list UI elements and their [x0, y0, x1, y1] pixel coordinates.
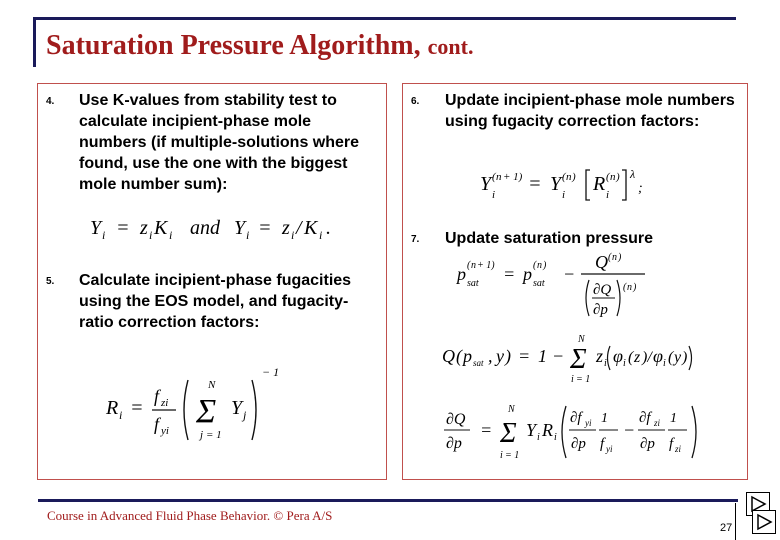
svg-text:= 1: = 1 — [505, 450, 520, 461]
svg-text:1: 1 — [670, 411, 677, 426]
svg-text:i: i — [246, 228, 250, 242]
svg-text:i: i — [604, 358, 607, 369]
svg-text:i: i — [663, 358, 666, 369]
svg-text:+ 1): + 1) — [503, 171, 523, 183]
svg-text:−: − — [623, 420, 636, 440]
item-5-text: Calculate incipient-phase fugacities using the EOS model, and fugacity-ratio correction factors: — [79, 272, 352, 331]
item-7-number: 7. — [411, 234, 420, 245]
item-7-equation-q — [440, 330, 710, 386]
svg-text:(: ( — [608, 252, 612, 263]
svg-text:n: n — [496, 171, 502, 183]
svg-text:Q: Q — [595, 252, 608, 272]
svg-text:K: K — [304, 217, 318, 239]
svg-text:− 1: − 1 — [262, 365, 280, 379]
svg-text:(: ( — [628, 349, 634, 366]
svg-text:sat: sat — [467, 278, 479, 289]
svg-text:i: i — [319, 228, 323, 242]
svg-text:Σ: Σ — [570, 344, 587, 375]
svg-text:(: ( — [668, 349, 674, 366]
svg-text:Y: Y — [234, 217, 246, 239]
svg-text:λ: λ — [630, 167, 636, 181]
svg-text:zi: zi — [654, 418, 661, 428]
svg-text:φ: φ — [653, 346, 663, 366]
svg-text:zi: zi — [675, 444, 682, 454]
footer-divider — [38, 499, 738, 502]
svg-text:): ) — [572, 171, 576, 183]
svg-text:N: N — [208, 379, 216, 391]
svg-text:φ: φ — [613, 346, 623, 366]
svg-text:z: z — [140, 217, 148, 239]
svg-text:i: i — [492, 189, 496, 201]
item-4-equation — [88, 208, 348, 248]
svg-text:R: R — [106, 397, 119, 419]
svg-text:i: i — [119, 408, 123, 422]
svg-text:1: 1 — [538, 346, 547, 366]
svg-text:R: R — [593, 173, 606, 195]
svg-text:(: ( — [562, 171, 566, 183]
svg-text:n: n — [627, 282, 632, 293]
svg-text:): ) — [505, 346, 511, 366]
item-5-equation — [104, 362, 304, 452]
title-frame-left — [33, 17, 36, 67]
svg-text:;: ; — [638, 181, 643, 196]
svg-text:): ) — [618, 252, 622, 263]
item-4-number: 4. — [46, 96, 55, 107]
svg-text:Y: Y — [550, 173, 562, 195]
svg-text:j: j — [200, 429, 204, 441]
svg-text:−: − — [563, 264, 576, 284]
svg-text:∂f: ∂f — [639, 410, 651, 426]
svg-text:∂Q: ∂Q — [593, 282, 612, 298]
svg-text:= 1: = 1 — [576, 374, 591, 385]
svg-text:z: z — [634, 349, 641, 366]
item-7-equation-dqdp — [440, 398, 720, 464]
item-4-text: Use K-values from stability test to calculate incipient-phase mole numbers (if multiple-solutions where found, use the one with the biggest mole number sum): — [79, 92, 360, 193]
svg-text:): ) — [633, 282, 637, 293]
svg-text:sat: sat — [533, 278, 545, 289]
svg-text:f: f — [600, 436, 605, 452]
svg-text:(: ( — [606, 171, 610, 183]
svg-text:=: = — [528, 173, 542, 195]
item-7-text: Update saturation pressure — [445, 230, 654, 247]
svg-text:=: = — [480, 420, 493, 440]
svg-text:): ) — [682, 349, 688, 366]
footer-vertical-rule — [735, 503, 736, 540]
svg-text:Y: Y — [480, 173, 492, 195]
svg-text:p: p — [457, 264, 466, 284]
footer-text: Course in Advanced Fluid Phase Behavior. © Pera A/S — [47, 508, 333, 523]
svg-text:=: = — [116, 217, 130, 239]
title-main: Saturation Pressure Algorithm, — [46, 30, 421, 61]
svg-text:f: f — [154, 386, 160, 406]
svg-text:=: = — [258, 217, 272, 239]
play-arrow-icon — [755, 513, 773, 531]
slide-title — [46, 30, 473, 62]
svg-text:/: / — [296, 217, 302, 239]
svg-text:(: ( — [533, 260, 537, 271]
svg-text:+ 1): + 1) — [477, 260, 495, 271]
item-7-equation-psat — [455, 250, 655, 322]
svg-text:n: n — [612, 252, 617, 263]
svg-text:yi: yi — [161, 425, 169, 437]
svg-text:−: − — [552, 346, 565, 366]
svg-text:i: i — [149, 228, 153, 242]
svg-text:.: . — [326, 217, 331, 239]
svg-text:i: i — [291, 228, 295, 242]
svg-text:i: i — [571, 374, 574, 385]
title-frame-top — [33, 17, 736, 20]
svg-text:n: n — [537, 260, 542, 271]
svg-text:R: R — [542, 420, 553, 440]
svg-text:i: i — [554, 432, 557, 443]
item-6-equation — [478, 164, 678, 204]
svg-text:y: y — [674, 349, 682, 366]
svg-text:): ) — [543, 260, 547, 271]
svg-text:K: K — [154, 217, 168, 239]
svg-text:∂p: ∂p — [446, 435, 462, 452]
svg-text:(: ( — [492, 171, 496, 183]
svg-text:yi: yi — [585, 418, 592, 428]
svg-text:i: i — [562, 189, 566, 201]
svg-text:=: = — [518, 346, 531, 366]
svg-text:z: z — [596, 346, 604, 366]
svg-text:∂Q: ∂Q — [446, 411, 466, 428]
svg-text:Y: Y — [90, 217, 102, 239]
svg-text:yi: yi — [606, 444, 613, 454]
svg-text:(: ( — [467, 260, 471, 271]
svg-text:∂p: ∂p — [571, 436, 586, 452]
svg-text:,: , — [488, 346, 493, 366]
svg-text:n: n — [610, 171, 616, 183]
svg-text:=: = — [130, 397, 144, 419]
svg-text:i: i — [169, 228, 173, 242]
svg-text:j: j — [243, 408, 247, 422]
item-5-number: 5. — [46, 276, 55, 287]
svg-text:y: y — [496, 346, 504, 366]
svg-text:=: = — [503, 264, 516, 284]
svg-text:p: p — [523, 264, 532, 284]
svg-text:= 1: = 1 — [206, 429, 222, 441]
svg-text:f: f — [669, 436, 674, 452]
svg-text:i: i — [537, 432, 540, 443]
svg-text:i: i — [606, 189, 610, 201]
svg-text:): ) — [616, 171, 620, 183]
svg-text:i: i — [102, 228, 106, 242]
svg-text:Q: Q — [442, 346, 455, 366]
svg-text:(: ( — [456, 346, 462, 366]
svg-text:p: p — [463, 346, 472, 366]
svg-text:Y: Y — [526, 420, 537, 440]
svg-text:sat: sat — [473, 358, 484, 368]
svg-text:1: 1 — [601, 411, 608, 426]
svg-text:N: N — [508, 404, 515, 415]
svg-text:n: n — [471, 260, 476, 271]
svg-text:f: f — [154, 414, 160, 434]
svg-text:i: i — [623, 358, 626, 369]
svg-text:i: i — [500, 450, 503, 461]
svg-text:)/: )/ — [642, 349, 652, 366]
svg-text:Σ: Σ — [500, 418, 517, 449]
svg-text:Σ: Σ — [196, 393, 217, 430]
svg-text:∂p: ∂p — [640, 436, 655, 452]
svg-text:N: N — [578, 334, 585, 345]
svg-text:Y: Y — [231, 397, 243, 419]
title-suffix: cont. — [427, 34, 474, 59]
svg-text:∂p: ∂p — [593, 302, 608, 318]
svg-text:(: ( — [623, 282, 627, 293]
svg-text:n: n — [566, 171, 572, 183]
next-slide-button-2[interactable] — [752, 510, 776, 534]
svg-text:∂f: ∂f — [570, 410, 582, 426]
svg-text:zi: zi — [161, 397, 169, 409]
page-number: 27 — [720, 522, 733, 534]
svg-text:z: z — [282, 217, 290, 239]
svg-text:and: and — [190, 217, 220, 239]
item-6-number: 6. — [411, 96, 420, 107]
item-6-text: Update incipient-phase mole numbers using fugacity correction factors: — [445, 92, 735, 130]
